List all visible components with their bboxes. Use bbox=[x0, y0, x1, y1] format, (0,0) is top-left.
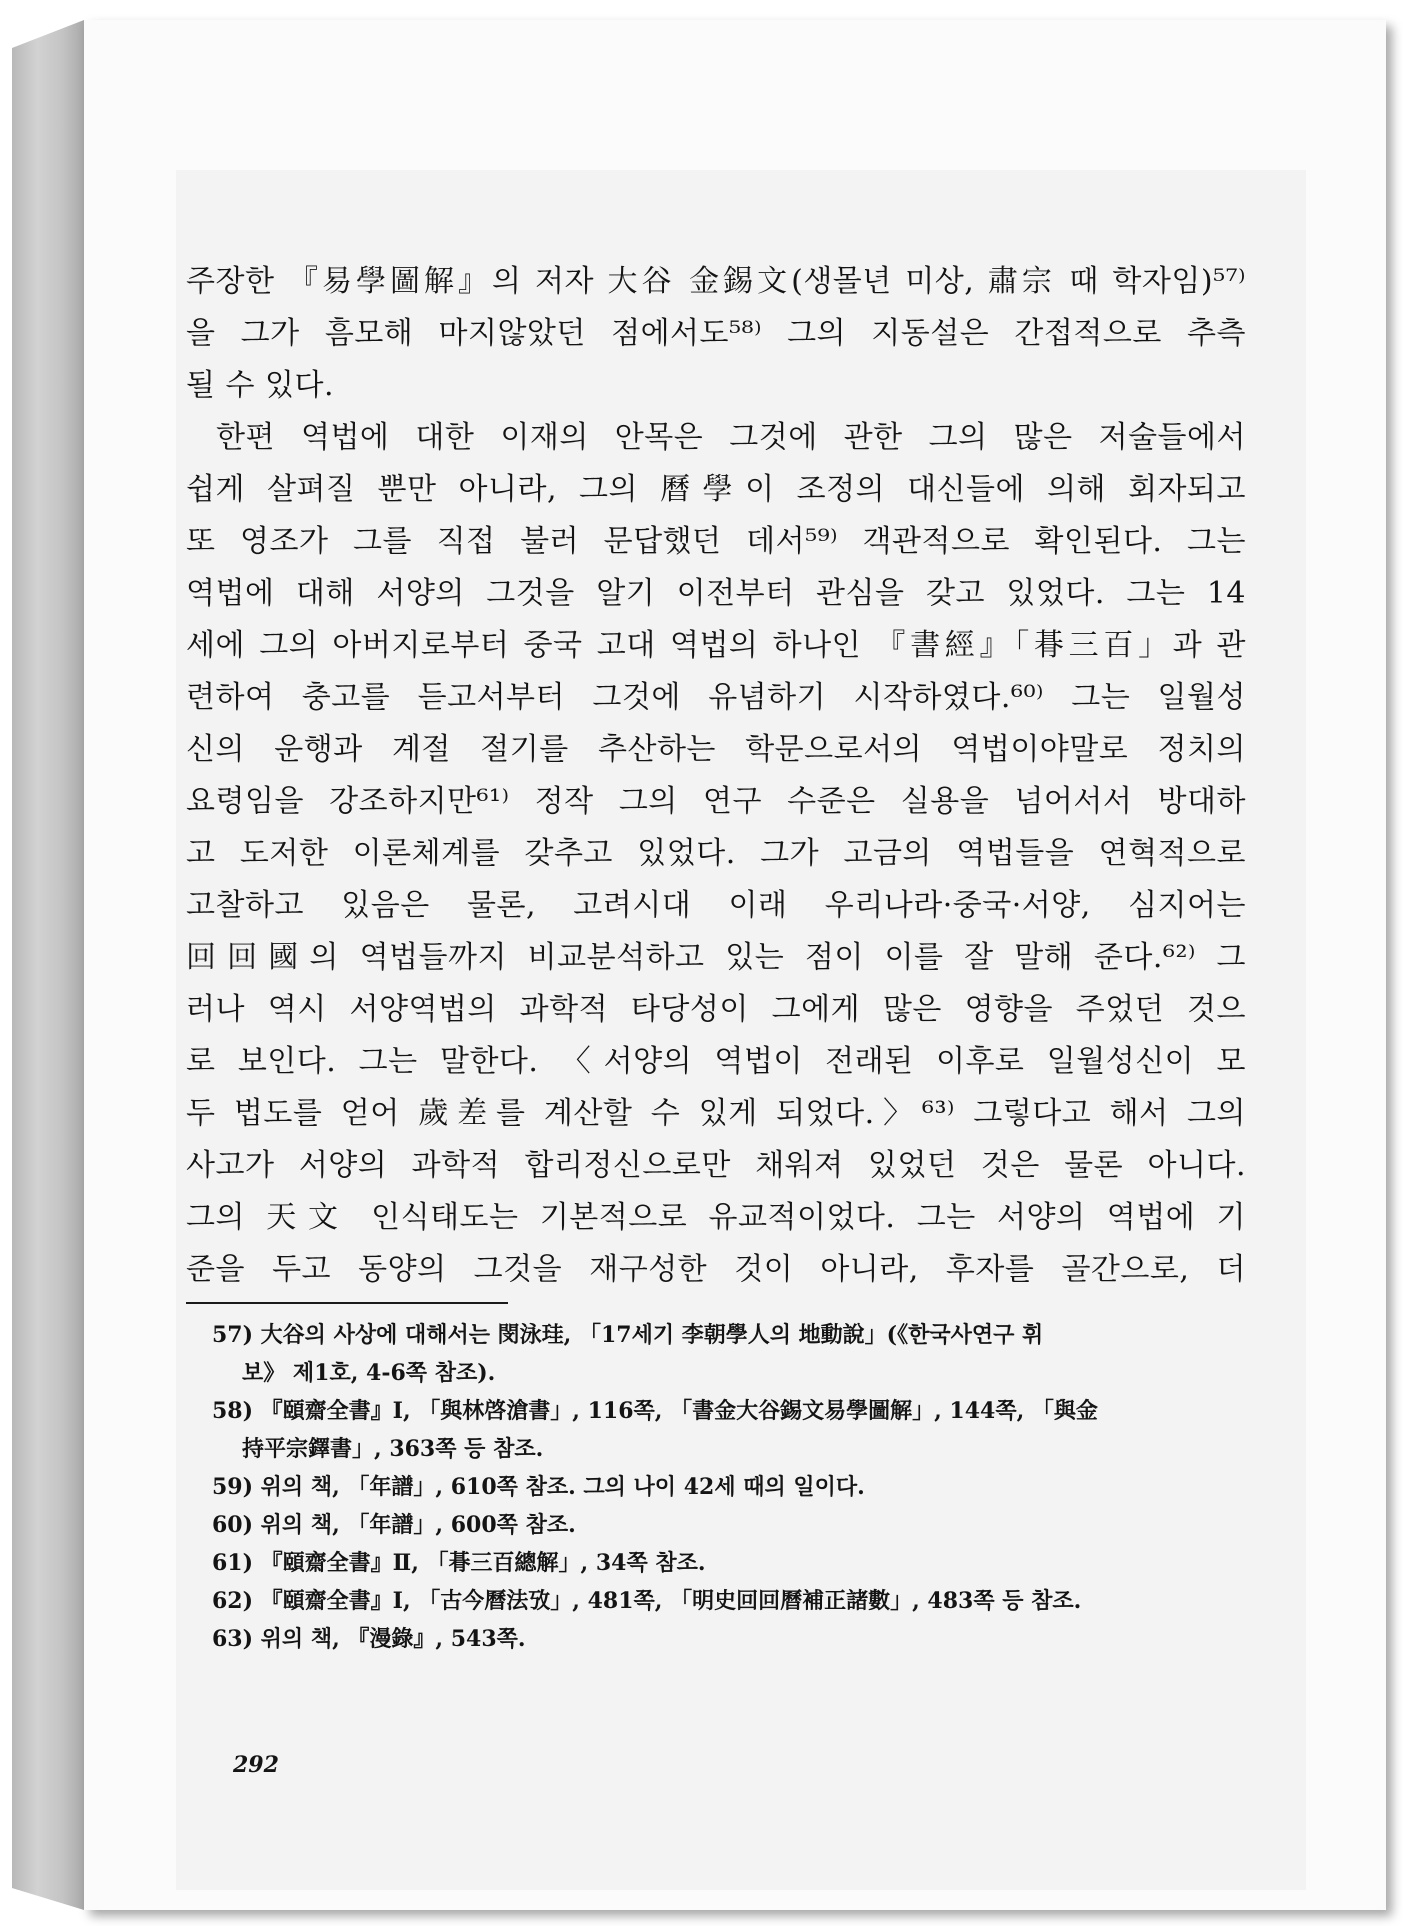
footnote-57-continued: 보》 제1호, 4-6쪽 참조). bbox=[242, 1360, 496, 1386]
body-line: 신의 운행과 계절 절기를 추산하는 학문으로서의 역법이야말로 정치의 bbox=[186, 732, 1246, 767]
footnote-62: 62) 『頤齋全書』Ⅰ, 「古今曆法攷」, 481쪽, 「明史回回曆補正諸數」, 483쪽 등 참조. bbox=[212, 1588, 1082, 1614]
footnote-58: 58) 『頤齋全書』Ⅰ, 「與林啓滄書」, 116쪽, 「書金大谷錫文易學圖解」, 144쪽, 「與金 bbox=[212, 1398, 1098, 1424]
body-line: 련하여 충고를 듣고서부터 그것에 유념하기 시작하였다.⁶⁰⁾ 그는 일월성 bbox=[186, 680, 1246, 715]
body-line: 로 보인다. 그는 말한다. 〈서양의 역법이 전래된 이후로 일월성신이 모 bbox=[186, 1044, 1246, 1079]
body-line: 사고가 서양의 과학적 합리정신으로만 채워져 있었던 것은 물론 아니다. bbox=[186, 1148, 1246, 1183]
footnote-57: 57) 大谷의 사상에 대해서는 閔泳珪, 「17세기 李朝學人의 地動說」(《한국사연구 휘 bbox=[212, 1322, 1044, 1348]
page-number: 292 bbox=[233, 1752, 279, 1778]
footnote-58-continued: 持平宗鐸書」, 363쪽 등 참조. bbox=[242, 1436, 544, 1462]
body-line: 한편 역법에 대한 이재의 안목은 그것에 관한 그의 많은 저술들에서 bbox=[216, 420, 1246, 455]
footnote-divider bbox=[186, 1302, 508, 1304]
body-line: 그의 天文 인식태도는 기본적으로 유교적이었다. 그는 서양의 역법에 기 bbox=[186, 1200, 1246, 1235]
body-line: 세에 그의 아버지로부터 중국 고대 역법의 하나인 『書經』「朞三百」과 관 bbox=[186, 628, 1246, 663]
body-text bbox=[186, 256, 1246, 1296]
footnote-61: 61) 『頤齋全書』Ⅱ, 「朞三百總解」, 34쪽 참조. bbox=[212, 1550, 706, 1576]
body-line: 주장한 『易學圖解』의 저자 大谷 金錫文(생몰년 미상, 肅宗 때 학자임)⁵⁷⁾ bbox=[186, 264, 1246, 299]
body-line: 될 수 있다. bbox=[186, 368, 335, 403]
body-line: 러나 역시 서양역법의 과학적 타당성이 그에게 많은 영향을 주었던 것으 bbox=[186, 992, 1246, 1027]
footnotes bbox=[212, 1316, 1252, 1658]
body-line: 두 법도를 얻어 歲差를 계산할 수 있게 되었다.〉⁶³⁾ 그렇다고 해서 그의 bbox=[186, 1096, 1246, 1131]
body-line: 준을 두고 동양의 그것을 재구성한 것이 아니라, 후자를 골간으로, 더 bbox=[186, 1252, 1246, 1287]
body-line: 요령임을 강조하지만⁶¹⁾ 정작 그의 연구 수준은 실용을 넘어서서 방대하 bbox=[186, 784, 1246, 819]
body-line: 또 영조가 그를 직접 불러 문답했던 데서⁵⁹⁾ 객관적으로 확인된다. 그는 bbox=[186, 524, 1246, 559]
body-line: 역법에 대해 서양의 그것을 알기 이전부터 관심을 갖고 있었다. 그는 14 bbox=[186, 576, 1246, 611]
body-line: 고찰하고 있음은 물론, 고려시대 이래 우리나라·중국·서양, 심지어는 bbox=[186, 888, 1246, 923]
body-line: 回回國의 역법들까지 비교분석하고 있는 점이 이를 잘 말해 준다.⁶²⁾ 그 bbox=[186, 940, 1246, 975]
body-line: 을 그가 흠모해 마지않았던 점에서도⁵⁸⁾ 그의 지동설은 간접적으로 추측 bbox=[186, 316, 1246, 351]
footnote-60: 60) 위의 책, 「年譜」, 600쪽 참조. bbox=[212, 1512, 576, 1538]
book-spine bbox=[12, 20, 84, 1910]
body-line: 쉽게 살펴질 뿐만 아니라, 그의 曆學이 조정의 대신들에 의해 회자되고 bbox=[186, 472, 1246, 507]
body-line: 고 도저한 이론체계를 갖추고 있었다. 그가 고금의 역법들을 연혁적으로 bbox=[186, 836, 1246, 871]
footnote-63: 63) 위의 책, 『漫錄』, 543쪽. bbox=[212, 1626, 526, 1652]
footnote-59: 59) 위의 책, 「年譜」, 610쪽 참조. 그의 나이 42세 때의 일이다. bbox=[212, 1474, 865, 1500]
